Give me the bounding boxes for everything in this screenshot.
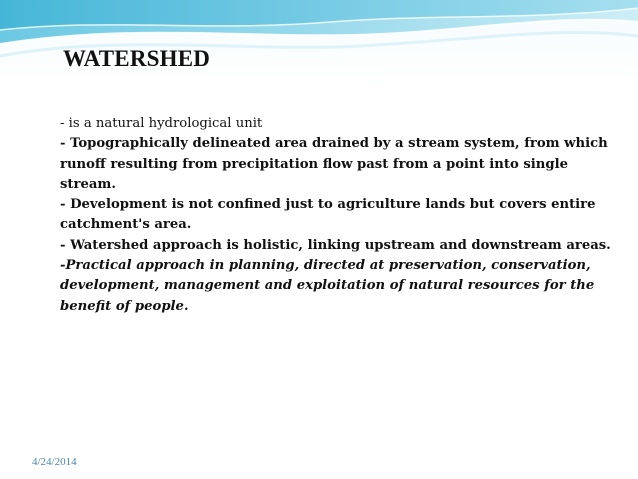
bullet-line: - Topographically delineated area drained by a stream system, from which runoff resulting from precipitation flow past from a point into single stream. (60, 136, 608, 192)
slide-body (60, 114, 620, 317)
bullet-line: - Development is not confined just to agriculture lands but covers entire catchment's area. (60, 197, 596, 233)
bullet-line: -Practical approach in planning, directed at preservation, conservation, development, management and exploitation of natural resources for the benefit of people. (60, 258, 595, 314)
slide-date: 4/24/2014 (32, 456, 77, 468)
bullet-line: - Watershed approach is holistic, linking upstream and downstream areas. (60, 237, 611, 253)
slide-title: WATERSHED (63, 46, 211, 71)
bullet-line: - is a natural hydrological unit (60, 116, 263, 131)
